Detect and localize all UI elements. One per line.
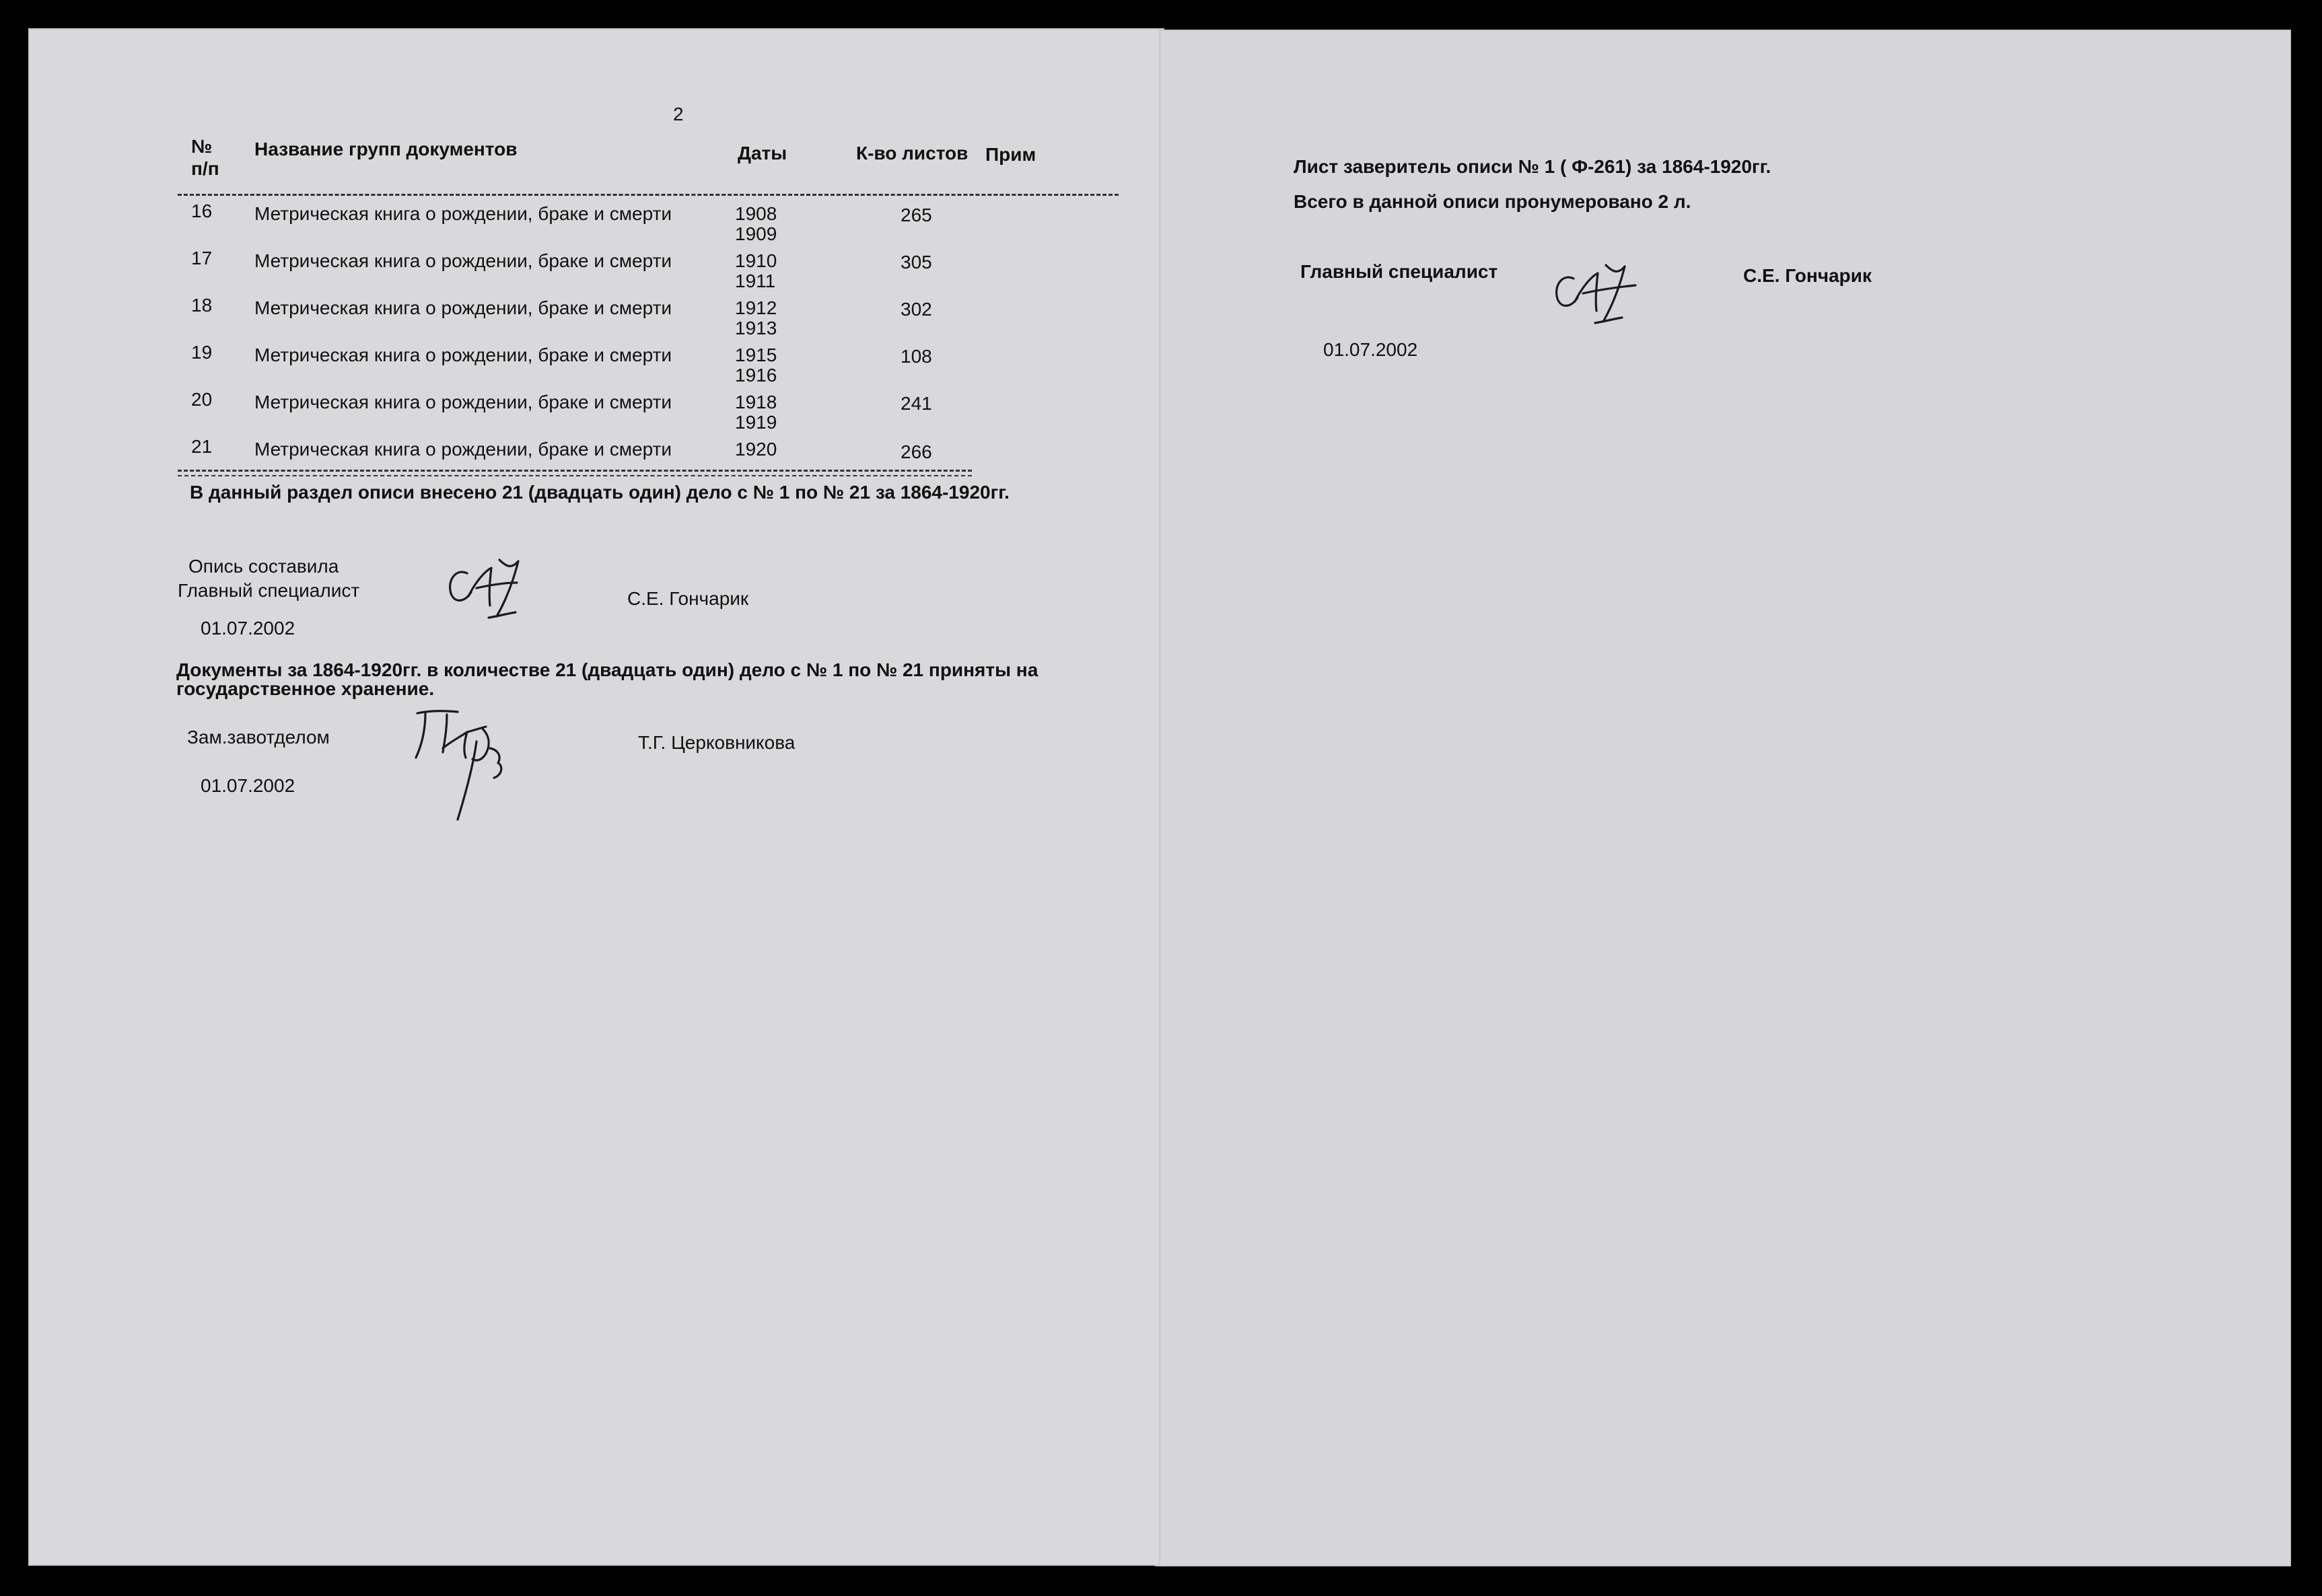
table-row [28, 201, 1164, 248]
table-row [28, 295, 1164, 342]
row-num: 19 [191, 342, 213, 363]
row-sheets: 305 [901, 252, 932, 273]
deputy-name: Т.Г. Церковникова [638, 732, 796, 753]
row-sheets: 241 [901, 393, 932, 414]
certification-line1: Лист заверитель описи № 1 ( Ф-261) за 1864-1920гг. [1294, 156, 1771, 177]
row-sheets: 265 [901, 205, 932, 225]
row-name: Метрическая книга о рождении, браке и смерти [254, 439, 672, 460]
row-date-end: 1916 [735, 365, 777, 386]
accepted-text-line2: государственное хранение. [176, 678, 435, 699]
page-number: 2 [673, 104, 684, 124]
header-num: № [191, 136, 213, 157]
header-note: Прим [985, 144, 1036, 165]
certifier-name: С.Е. Гончарик [1743, 265, 1872, 286]
compiled-position: Главный специалист [178, 580, 360, 601]
row-sheets: 108 [901, 346, 932, 367]
compiled-name: С.Е. Гончарик [627, 588, 749, 609]
deputy-date: 01.07.2002 [201, 775, 295, 796]
row-date-start: 1915 [735, 344, 777, 365]
signature-goncharik-right [1548, 245, 1662, 346]
signature-tserkovnikova [402, 701, 537, 836]
table-row [28, 248, 1164, 295]
row-name: Метрическая книга о рождении, браке и смерти [254, 344, 672, 365]
certification-line2: Всего в данной описи пронумеровано 2 л. [1294, 191, 1691, 212]
table-bottom-divider-2 [178, 475, 972, 476]
summary-text: В данный раздел описи внесено 21 (двадцать один) дело с № 1 по № 21 за 1864-1920гг. [190, 482, 1010, 503]
row-num: 16 [191, 201, 213, 221]
row-num: 18 [191, 295, 213, 316]
deputy-position: Зам.завотделом [187, 727, 330, 748]
row-name: Метрическая книга о рождении, браке и смерти [254, 250, 672, 271]
row-date-end: 1909 [735, 223, 777, 244]
table-body [28, 28, 1164, 1566]
header-dates: Даты [738, 143, 787, 164]
left-page [28, 28, 1164, 1566]
header-name: Название групп документов [254, 139, 518, 159]
row-sheets: 302 [901, 299, 932, 320]
row-sheets: 266 [901, 441, 932, 462]
header-sheets: К-во листов [856, 143, 969, 164]
row-date-end: 1913 [735, 318, 777, 338]
row-name: Метрическая книга о рождении, браке и смерти [254, 203, 672, 224]
row-date-start: 1912 [735, 297, 777, 318]
compiled-label: Опись составила [188, 556, 339, 577]
row-date-end: 1911 [735, 270, 776, 291]
row-date-start: 1910 [735, 250, 777, 271]
signature-goncharik [442, 553, 556, 627]
table-row [28, 389, 1164, 436]
compiled-date: 01.07.2002 [201, 618, 295, 639]
row-num: 20 [191, 389, 213, 410]
row-name: Метрическая книга о рождении, браке и смерти [254, 297, 672, 318]
row-num: 21 [191, 436, 213, 457]
certifier-date: 01.07.2002 [1323, 339, 1418, 360]
row-date-start: 1920 [735, 439, 777, 460]
row-date-start: 1918 [735, 392, 777, 412]
table-bottom-divider [178, 470, 972, 472]
certifier-position: Главный специалист [1300, 261, 1498, 282]
row-name: Метрическая книга о рождении, браке и смерти [254, 392, 672, 412]
header-num-sub: п/п [191, 158, 219, 179]
accepted-text-line1: Документы за 1864-1920гг. в количестве 21 (двадцать один) дело с № 1 по № 21 приняты на [176, 659, 1039, 680]
row-num: 17 [191, 248, 213, 268]
table-row [28, 342, 1164, 389]
right-page [1159, 30, 2291, 1566]
row-date-start: 1908 [735, 203, 777, 224]
row-date-end: 1919 [735, 412, 777, 433]
